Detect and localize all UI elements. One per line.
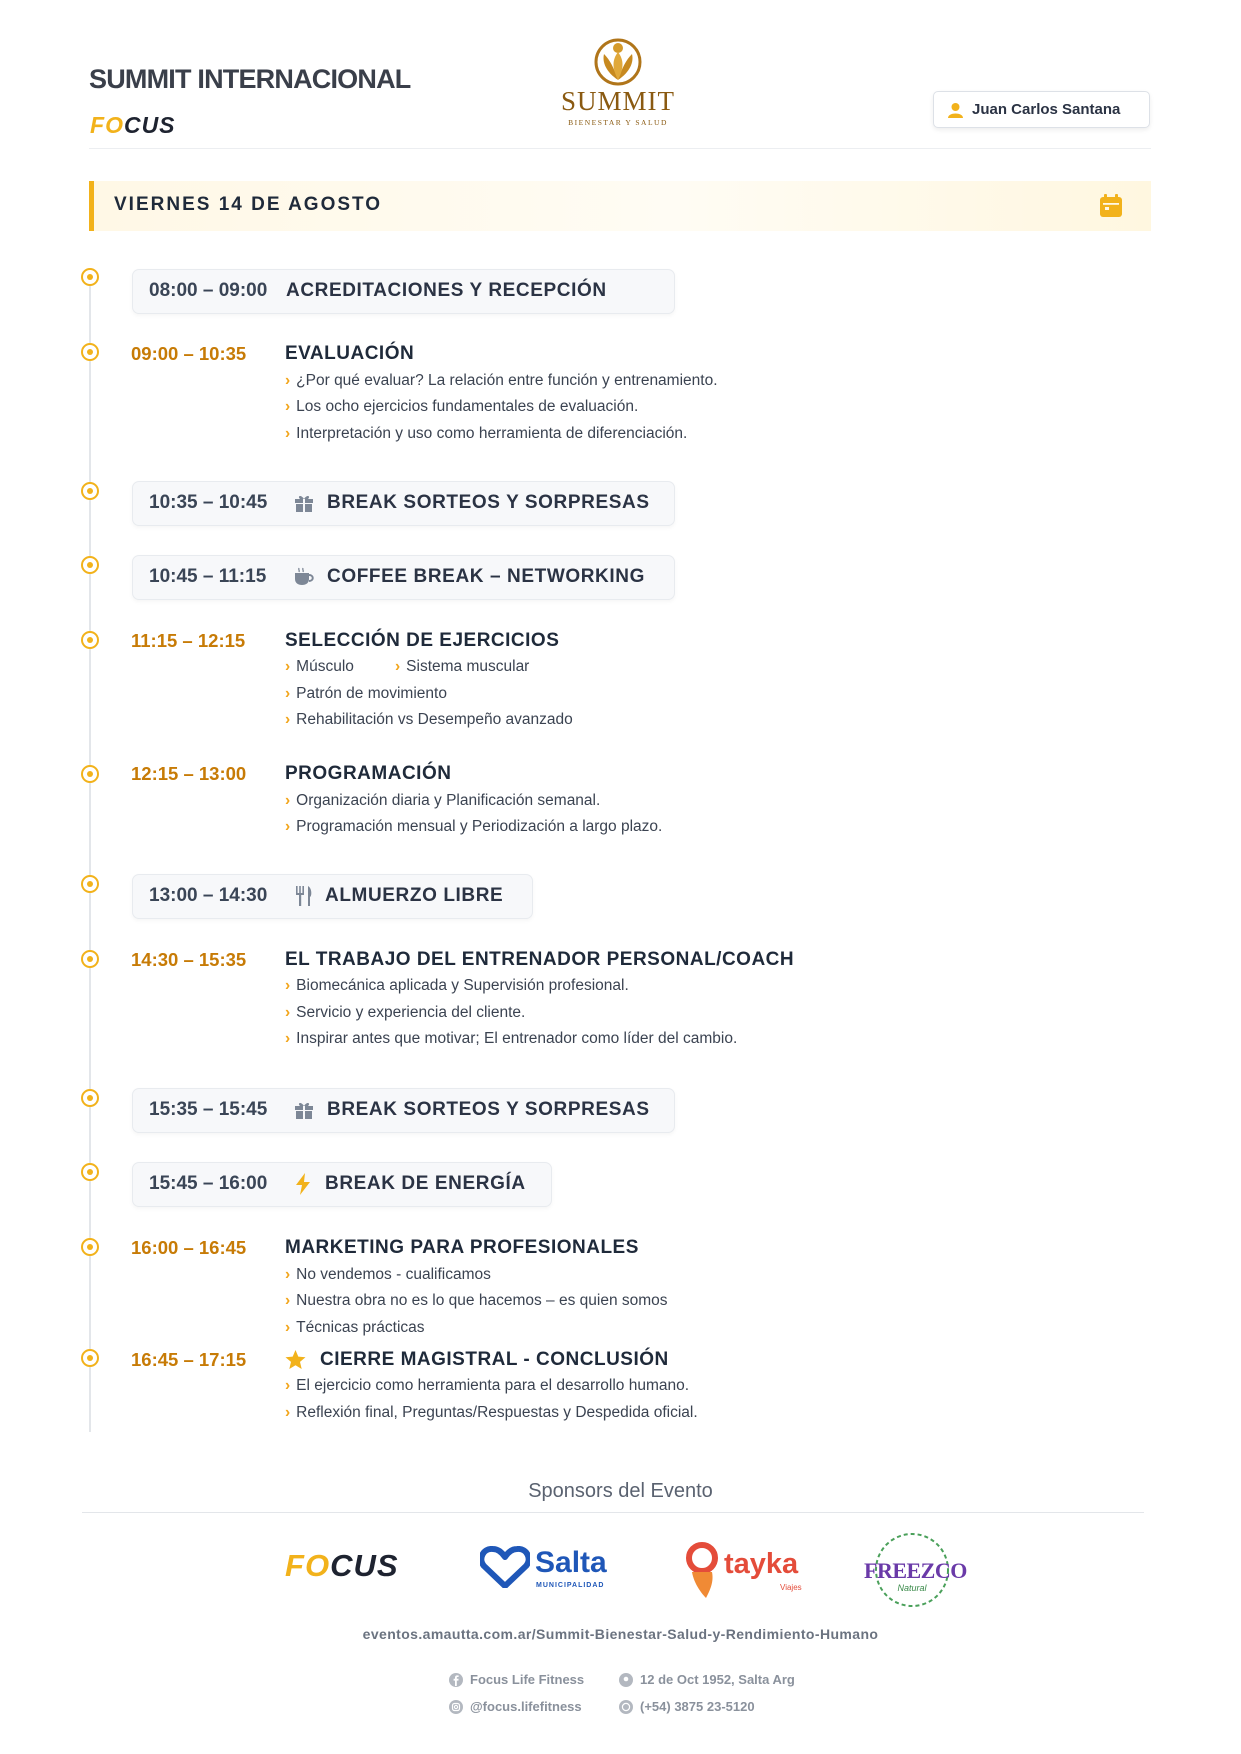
- agenda-title: BREAK DE ENERGÍA: [325, 1173, 526, 1194]
- tayka-subtitle: Viajes: [780, 1583, 802, 1592]
- timeline-dot: [81, 631, 99, 649]
- agenda-item: › Organización diaria y Planificación semanal.: [285, 792, 601, 809]
- timeline-dot: [81, 875, 99, 893]
- agenda-title: ALMUERZO LIBRE: [325, 885, 504, 906]
- event-title: SUMMIT INTERNACIONAL: [89, 64, 411, 94]
- agenda-item: › El ejercicio como herramienta para el desarrollo humano.: [285, 1377, 690, 1394]
- logo-subtitle: BIENESTAR Y SALUD: [568, 118, 668, 127]
- timeline-dot: [81, 268, 99, 286]
- agenda-item: › Técnicas prácticas: [285, 1319, 425, 1336]
- agenda-time: 11:15 – 12:15: [131, 630, 246, 651]
- sponsor-freezco-logo: [864, 1530, 967, 1610]
- agenda-title: MARKETING PARA PROFESIONALES: [285, 1237, 639, 1258]
- timeline-dot: [81, 1089, 99, 1107]
- sponsor-focus-logo: FOCUS: [285, 1548, 399, 1583]
- agenda-time: 16:00 – 16:45: [131, 1237, 247, 1258]
- agenda-item: › Interpretación y uso como herramienta de diferenciación.: [285, 425, 688, 442]
- timeline-dot: [81, 765, 99, 783]
- phone-contact[interactable]: (+54) 3875 23-5120: [619, 1699, 755, 1714]
- event-url[interactable]: eventos.amautta.com.ar/Summit-Bienestar-Salud-y-Rendimiento-Humano: [362, 1626, 879, 1642]
- agenda-time: 16:45 – 17:15: [131, 1349, 247, 1370]
- tayka-word: tayka: [724, 1548, 799, 1580]
- location-pin-icon: [619, 1673, 633, 1687]
- gift-icon: [294, 493, 314, 513]
- salta-word: Salta: [535, 1546, 607, 1579]
- agenda-title: COFFEE BREAK – NETWORKING: [327, 566, 645, 587]
- sponsor-tayka-logo: [684, 1540, 804, 1600]
- utensils-icon: [295, 885, 313, 907]
- timeline-dot: [81, 1163, 99, 1181]
- agenda-time: 10:35 – 10:45: [149, 492, 268, 513]
- agenda-time: 13:00 – 14:30: [149, 885, 268, 906]
- agenda-item: › Músculo: [285, 658, 354, 675]
- timeline-dot: [81, 1238, 99, 1256]
- agenda-item: › Patrón de movimiento: [285, 685, 447, 702]
- agenda-item: › Sistema muscular: [395, 658, 530, 675]
- agenda-time: 15:35 – 15:45: [149, 1099, 268, 1120]
- agenda-time: 12:15 – 13:00: [131, 763, 247, 784]
- freezco-subtitle: Natural: [897, 1583, 927, 1593]
- logo-word: SUMMIT: [560, 86, 675, 116]
- focus-brand-logo: FOCUS: [90, 112, 176, 138]
- agenda-title: SELECCIÓN DE EJERCICIOS: [285, 630, 560, 651]
- user-badge[interactable]: [933, 91, 1150, 128]
- sponsors-divider: [82, 1512, 1144, 1513]
- agenda-time: 14:30 – 15:35: [131, 949, 247, 970]
- agenda-item: › ¿Por qué evaluar? La relación entre función y entrenamiento.: [285, 372, 718, 389]
- agenda-title: EL TRABAJO DEL ENTRENADOR PERSONAL/COACH: [285, 949, 795, 970]
- calendar-icon: [1099, 194, 1123, 218]
- timeline-dot: [81, 1349, 99, 1367]
- gift-icon: [294, 1100, 314, 1120]
- lotus-emblem-icon: [548, 32, 688, 88]
- agenda-item: › Nuestra obra no es lo que hacemos – es quien somos: [285, 1292, 668, 1309]
- timeline-dot: [81, 343, 99, 361]
- user-icon: [948, 102, 963, 118]
- whatsapp-icon: [619, 1700, 633, 1714]
- star-icon: [285, 1350, 306, 1370]
- timeline-dot: [81, 556, 99, 574]
- agenda-title: ACREDITACIONES Y RECEPCIÓN: [286, 280, 607, 301]
- instagram-icon: [449, 1700, 463, 1714]
- salta-subtitle: MUNICIPALIDAD: [536, 1582, 605, 1589]
- facebook-icon: [449, 1673, 463, 1687]
- instagram-contact[interactable]: @focus.lifefitness: [449, 1699, 582, 1714]
- agenda-item: › Inspirar antes que motivar; El entrenador como líder del cambio.: [285, 1030, 738, 1047]
- timeline-dot: [81, 950, 99, 968]
- bolt-icon: [295, 1173, 311, 1195]
- agenda-title: EVALUACIÓN: [285, 343, 415, 364]
- timeline-line: [89, 276, 91, 1432]
- timeline-dot: [81, 482, 99, 500]
- header-divider: [89, 148, 1151, 149]
- agenda-item: › Programación mensual y Periodización a largo plazo.: [285, 818, 663, 835]
- tayka-mark-icon: [684, 1540, 720, 1600]
- coffee-icon: [293, 567, 315, 587]
- agenda-item: › Los ocho ejercicios fundamentales de evaluación.: [285, 398, 639, 415]
- freezco-word: FREEZCO: [864, 1558, 967, 1583]
- facebook-contact[interactable]: Focus Life Fitness: [449, 1672, 584, 1687]
- address-contact: 12 de Oct 1952, Salta Arg: [619, 1672, 795, 1687]
- agenda-time: 15:45 – 16:00: [149, 1173, 268, 1194]
- summit-logo: [548, 32, 688, 132]
- agenda-time: 08:00 – 09:00: [149, 280, 268, 301]
- agenda-item: › Biomecánica aplicada y Supervisión profesional.: [285, 977, 629, 994]
- sponsors-title: Sponsors del Evento: [528, 1480, 713, 1502]
- agenda-item: › Reflexión final, Preguntas/Respuestas y Despedida oficial.: [285, 1404, 698, 1421]
- user-name: Juan Carlos Santana: [972, 101, 1121, 118]
- agenda-title: CIERRE MAGISTRAL - CONCLUSIÓN: [320, 1349, 669, 1370]
- sponsor-salta-logo: [480, 1546, 620, 1590]
- agenda-item: › Rehabilitación vs Desempeño avanzado: [285, 711, 573, 728]
- agenda-item: › No vendemos - cualificamos: [285, 1266, 491, 1283]
- agenda-time: 09:00 – 10:35: [131, 343, 247, 364]
- agenda-time: 10:45 – 11:15: [149, 566, 267, 587]
- day-label: VIERNES 14 DE AGOSTO: [114, 194, 383, 215]
- agenda-title: BREAK SORTEOS Y SORPRESAS: [327, 492, 650, 513]
- agenda-title: BREAK SORTEOS Y SORPRESAS: [327, 1099, 650, 1120]
- agenda-item: › Servicio y experiencia del cliente.: [285, 1004, 526, 1021]
- heart-icon: [480, 1546, 530, 1588]
- agenda-title: PROGRAMACIÓN: [285, 763, 452, 784]
